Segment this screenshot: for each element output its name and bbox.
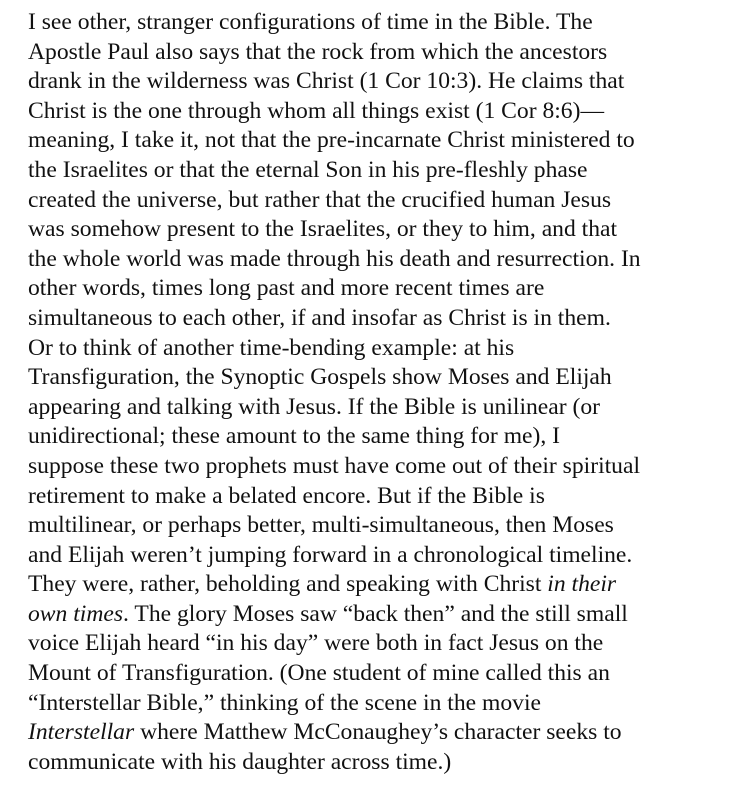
- text-line: [28, 126, 728, 156]
- text-line: [28, 245, 728, 275]
- text-line: [28, 304, 728, 334]
- text-run: simultaneous to each other, if and insofar as Christ is in them.: [28, 304, 611, 331]
- text-line: [28, 718, 728, 748]
- text-line: [28, 38, 728, 68]
- text-run: “Interstellar Bible,” thinking of the scene in the movie: [28, 689, 542, 716]
- text-line: [28, 8, 728, 38]
- text-run: the whole world was made through his death and resurrection. In: [28, 245, 641, 272]
- text-run: Christ is the one through whom all things exist (1 Cor 8:6)—: [28, 97, 605, 124]
- text-line: [28, 482, 728, 512]
- text-line: [28, 452, 728, 482]
- text-run: I see other, stranger configurations of time in the Bible. The: [28, 9, 593, 35]
- text-run: where Matthew McConaughey’s character seeks to: [134, 719, 622, 746]
- text-run: Apostle Paul also says that the rock from which the ancestors: [28, 38, 608, 65]
- text-line: [28, 689, 728, 719]
- italic-text: own times: [28, 600, 124, 627]
- text-line: [28, 97, 728, 127]
- text-run: communicate with his daughter across time.): [28, 748, 452, 775]
- text-line: [28, 629, 728, 659]
- text-run: was somehow present to the Israelites, or they to him, and that: [28, 216, 618, 243]
- text-line: [28, 156, 728, 186]
- text-line: [28, 393, 728, 423]
- text-line: [28, 570, 728, 600]
- text-line: [28, 541, 728, 571]
- text-run: and Elijah weren’t jumping forward in a chronological timeline.: [28, 541, 633, 568]
- italic-text: Interstellar: [28, 719, 135, 746]
- text-run: meaning, I take it, not that the pre-incarnate Christ ministered to: [28, 127, 635, 154]
- text-line: [28, 274, 728, 304]
- text-run: Or to think of another time-bending example: at his: [28, 334, 515, 361]
- document-page: [28, 8, 728, 777]
- text-line: [28, 67, 728, 97]
- text-run: suppose these two prophets must have come out of their spiritual: [28, 452, 641, 479]
- text-line: [28, 215, 728, 245]
- text-line: [28, 363, 728, 393]
- text-run: . The glory Moses saw “back then” and the still small: [123, 600, 628, 627]
- text-line: [28, 334, 728, 364]
- body-paragraph: [28, 8, 728, 777]
- text-line: [28, 600, 728, 630]
- text-run: unidirectional; these amount to the same thing for me), I: [28, 423, 561, 450]
- text-run: appearing and talking with Jesus. If the Bible is unilinear (or: [28, 393, 601, 420]
- text-run: Mount of Transfiguration. (One student of mine called this an: [28, 660, 610, 687]
- text-run: drank in the wilderness was Christ (1 Cor 10:3). He claims that: [28, 68, 625, 95]
- text-line: [28, 511, 728, 541]
- text-line: [28, 748, 728, 778]
- text-run: created the universe, but rather that the crucified human Jesus: [28, 186, 612, 213]
- italic-text: in their: [547, 571, 617, 598]
- text-run: other words, times long past and more recent times are: [28, 275, 545, 302]
- text-run: multilinear, or perhaps better, multi-simultaneous, then Moses: [28, 512, 614, 539]
- text-line: [28, 659, 728, 689]
- text-run: Transfiguration, the Synoptic Gospels show Moses and Elijah: [28, 364, 612, 391]
- text-run: the Israelites or that the eternal Son in his pre-fleshly phase: [28, 156, 588, 183]
- text-line: [28, 186, 728, 216]
- text-line: [28, 422, 728, 452]
- text-run: voice Elijah heard “in his day” were both in fact Jesus on the: [28, 630, 604, 657]
- text-run: They were, rather, beholding and speaking with Christ: [28, 571, 548, 598]
- text-run: retirement to make a belated encore. But if the Bible is: [28, 482, 545, 509]
